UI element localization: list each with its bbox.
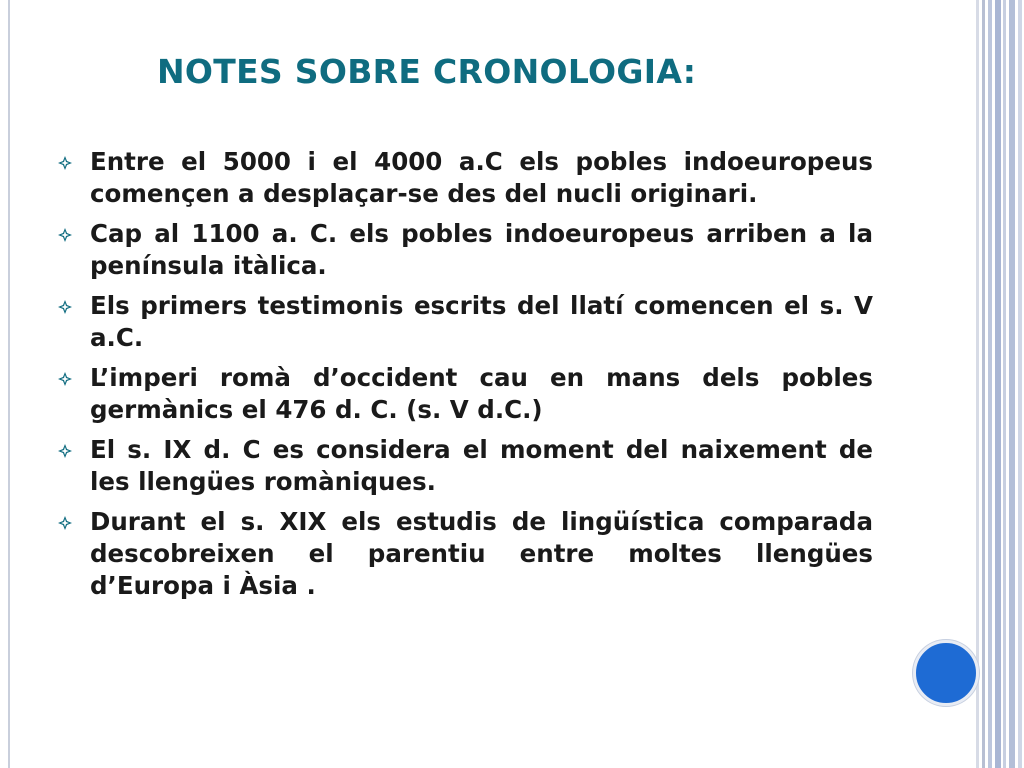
blue-circle-decoration (913, 640, 979, 706)
decor-bar (1003, 0, 1006, 768)
diamond-bullet-icon (58, 516, 72, 530)
decor-bar (1009, 0, 1015, 768)
list-item (58, 290, 873, 354)
right-decoration-bars (976, 0, 1024, 768)
diamond-bullet-icon (58, 300, 72, 314)
bullet-text: El s. IX d. C es considera el moment del naixement de les llengües romàniques. (90, 435, 873, 496)
decor-bar (988, 0, 992, 768)
decor-bar (995, 0, 1001, 768)
diamond-bullet-icon (58, 372, 72, 386)
bullet-text: Els primers testimonis escrits del llatí comencen el s. V a.C. (90, 291, 873, 352)
bullet-text: Durant el s. XIX els estudis de lingüística comparada descobreixen el parentiu entre moltes llengües d’Europa i Àsia . (90, 507, 873, 600)
diamond-bullet-icon (58, 444, 72, 458)
decor-bar (1018, 0, 1022, 768)
list-item (58, 434, 873, 498)
diamond-bullet-icon (58, 228, 72, 242)
bullet-list (58, 146, 873, 610)
diamond-bullet-icon (58, 156, 72, 170)
decor-bar (976, 0, 979, 768)
list-item (58, 506, 873, 602)
bullet-text: L’imperi romà d’occident cau en mans dels pobles germànics el 476 d. C. (s. V d.C.) (90, 363, 873, 424)
list-item (58, 146, 873, 210)
list-item (58, 218, 873, 282)
left-border-line (8, 0, 10, 768)
bullet-text: Cap al 1100 a. C. els pobles indoeuropeus arriben a la península itàlica. (90, 219, 873, 280)
list-item (58, 362, 873, 426)
bullet-text: Entre el 5000 i el 4000 a.C els pobles indoeuropeus començen a desplaçar-se des del nucli originari. (90, 147, 873, 208)
decor-bar (982, 0, 985, 768)
slide-title: NOTES SOBRE CRONOLOGIA: (157, 52, 697, 91)
